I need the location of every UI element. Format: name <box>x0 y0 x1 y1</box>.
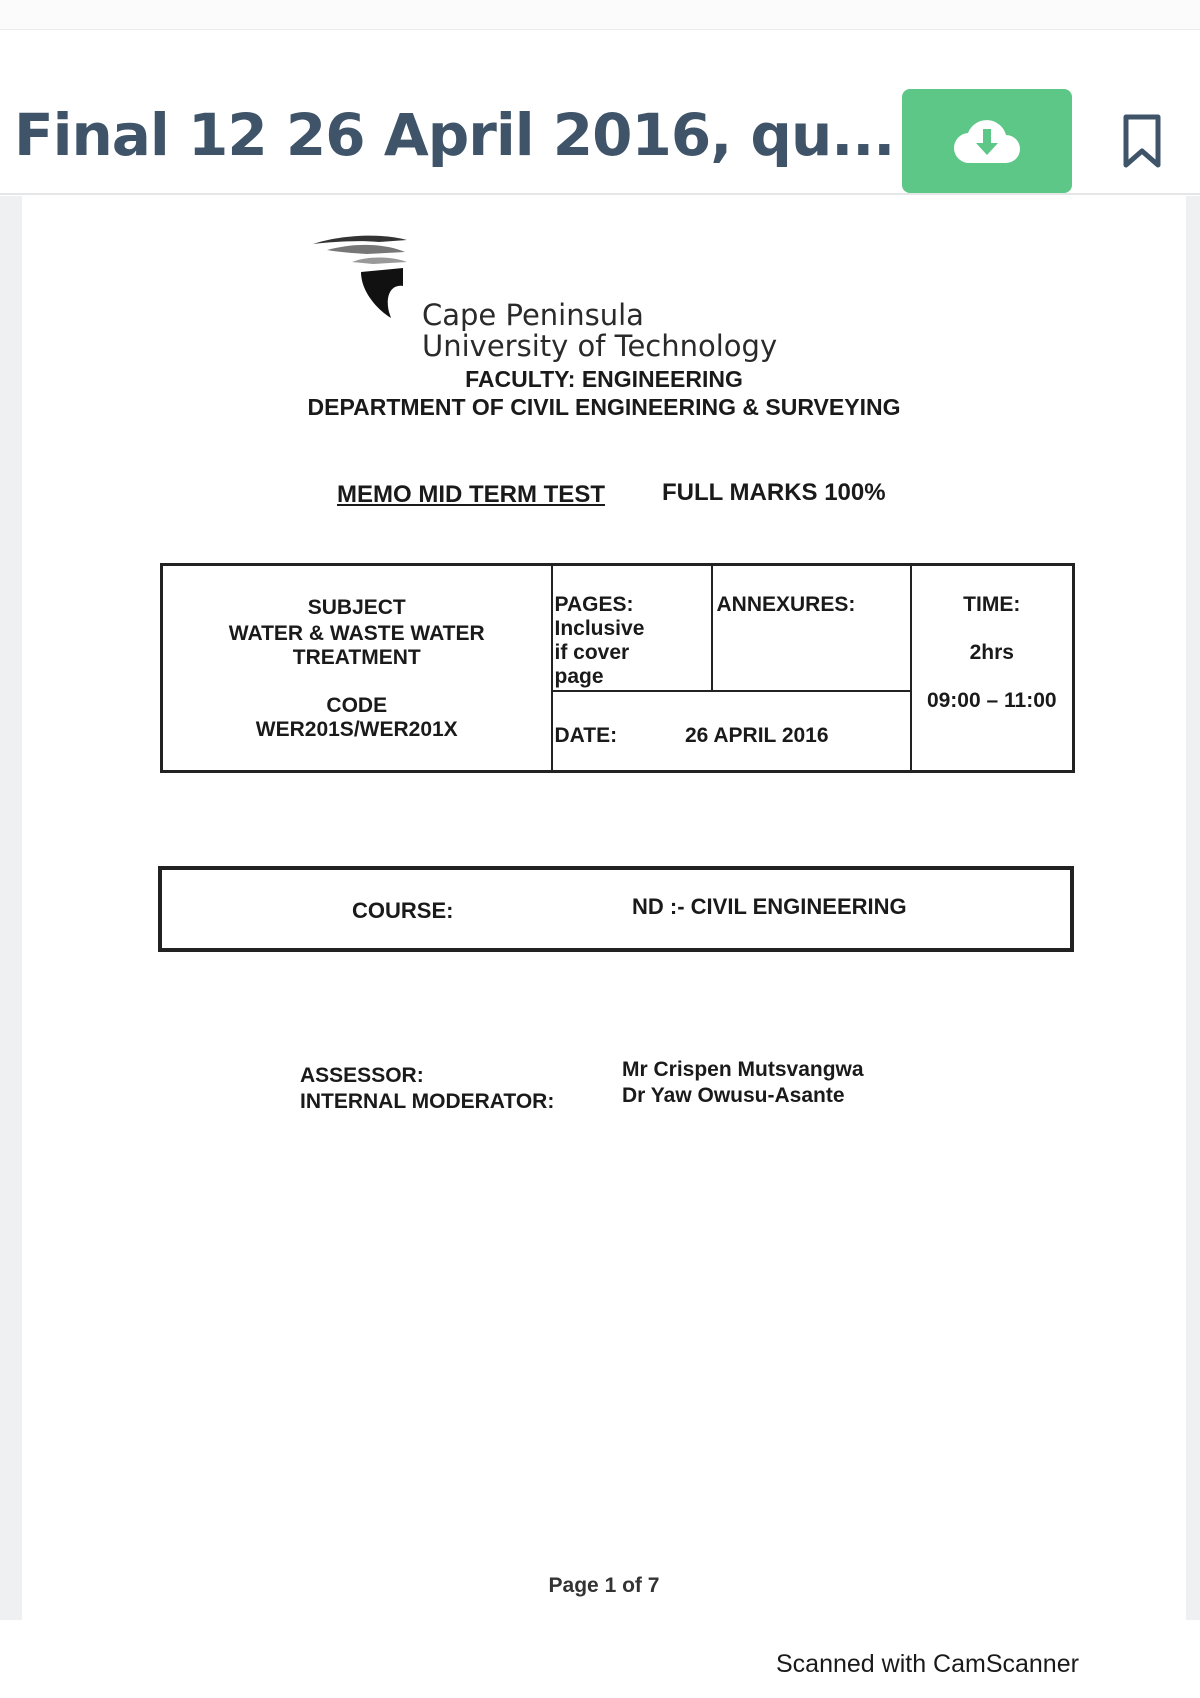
pages-note-line2: if cover <box>554 641 630 664</box>
annexures-label: ANNEXURES: <box>716 593 856 616</box>
code-value: WER201S/WER201X <box>255 718 458 741</box>
subject-label: SUBJECT <box>307 596 406 619</box>
assessor-name: Mr Crispen Mutsvangwa <box>622 1058 864 1081</box>
cloud-download-icon <box>952 115 1022 167</box>
subject-line2: TREATMENT <box>292 646 421 669</box>
course-box <box>158 866 1074 952</box>
assessor-label: ASSESSOR: <box>300 1064 424 1087</box>
full-marks: FULL MARKS 100% <box>662 479 886 506</box>
moderator-label: INTERNAL MODERATOR: <box>300 1090 555 1113</box>
code-label: CODE <box>326 694 388 717</box>
time-label: TIME: <box>963 593 1021 616</box>
bookmark-button[interactable] <box>1118 111 1166 173</box>
memo-heading: MEMO MID TERM TEST <box>337 481 605 508</box>
pages-cell <box>552 565 712 691</box>
pages-note-line3: page <box>554 665 604 688</box>
status-strip <box>0 0 1200 30</box>
date-value: 26 APRIL 2016 <box>684 723 829 747</box>
time-range: 09:00 – 11:00 <box>926 689 1057 712</box>
university-name <box>422 300 777 362</box>
pages-label: PAGES: <box>554 593 634 616</box>
subject-line1: WATER & WASTE WATER <box>228 622 485 645</box>
download-button[interactable] <box>902 89 1072 193</box>
page-indicator: Page 1 of 7 <box>548 1574 660 1597</box>
course-value: ND :- CIVIL ENGINEERING <box>632 894 907 919</box>
scanned-with-label: Scanned with CamScanner <box>776 1650 1079 1678</box>
pages-note-line1: Inclusive <box>554 617 645 640</box>
subject-cell <box>162 565 552 772</box>
course-label: COURSE: <box>352 898 454 923</box>
time-cell <box>911 565 1074 772</box>
department-heading: DEPARTMENT OF CIVIL ENGINEERING & SURVEYING <box>307 394 901 420</box>
time-duration: 2hrs <box>969 641 1014 664</box>
moderator-name: Dr Yaw Owusu-Asante <box>622 1084 845 1107</box>
scanner-footer <box>0 1620 1200 1698</box>
document-title: Final 12 26 April 2016, qu... <box>14 101 895 169</box>
bookmark-icon <box>1121 113 1163 171</box>
exam-info-table <box>160 563 1075 773</box>
annexures-cell <box>712 565 911 691</box>
document-header <box>0 31 1200 195</box>
date-cell <box>552 691 911 772</box>
document-viewer[interactable] <box>0 196 1200 1620</box>
university-name-line2: University of Technology <box>422 329 778 363</box>
document-page <box>22 196 1186 1620</box>
faculty-heading: FACULTY: ENGINEERING <box>465 366 743 392</box>
date-label: DATE: <box>554 723 618 747</box>
university-name-line1: Cape Peninsula <box>422 298 644 332</box>
